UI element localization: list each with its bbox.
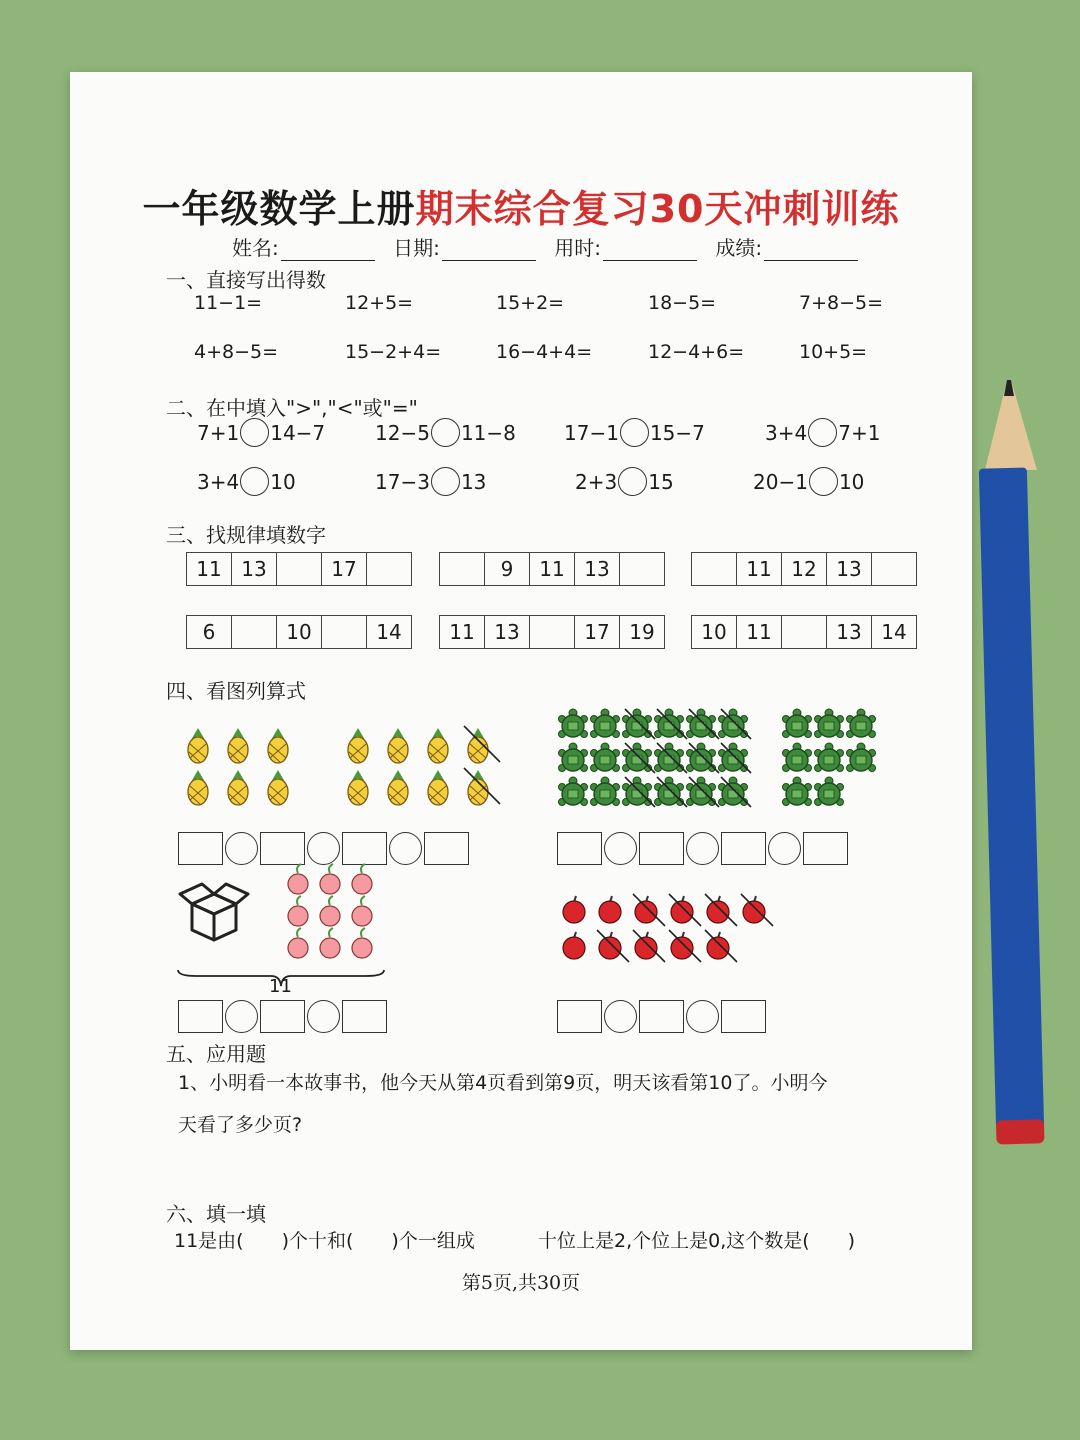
compare-right: 15: [648, 469, 674, 494]
seq-cell[interactable]: [782, 616, 827, 648]
compare-item: [197, 467, 296, 496]
operator-circle[interactable]: [604, 832, 637, 865]
section-4-heading: 四、看图列算式: [166, 679, 306, 703]
apple-icon: [599, 896, 621, 923]
answer-box[interactable]: [342, 832, 387, 865]
arith-question: 15+2=: [496, 292, 565, 314]
student-info-row: [232, 232, 870, 261]
turtle-icon: [591, 743, 620, 772]
answer-box[interactable]: [557, 832, 602, 865]
compare-item: [575, 467, 674, 496]
turtle-icon: [783, 709, 812, 738]
seq-cell[interactable]: 14: [376, 620, 402, 644]
seq-cell[interactable]: [530, 616, 575, 648]
pencil-icon: [985, 380, 1045, 1150]
turtle-icon: [559, 743, 588, 772]
compare-left: 7+1: [197, 420, 240, 445]
answer-box[interactable]: [178, 1000, 223, 1033]
name-blank[interactable]: [281, 244, 375, 261]
compare-circle[interactable]: [240, 467, 269, 496]
arith-question: 11−1=: [194, 292, 263, 314]
compare-circle[interactable]: [431, 467, 460, 496]
apple-picture: [558, 894, 778, 974]
turtle-icon: [559, 777, 588, 806]
answer-box[interactable]: [260, 1000, 305, 1033]
pineapple-icon: [428, 770, 448, 805]
pineapple-icon: [428, 728, 448, 763]
seq-cell[interactable]: 6: [187, 616, 232, 648]
apple-icon: [705, 894, 737, 926]
compare-left: 2+3: [575, 469, 618, 494]
date-label: 日期:: [393, 236, 440, 260]
sequence-strip: [186, 615, 412, 649]
apple-icon: [741, 894, 773, 926]
compare-circle[interactable]: [808, 418, 837, 447]
compare-left: 20−1: [753, 469, 808, 494]
answer-box[interactable]: [342, 1000, 387, 1033]
turtle-icon: [815, 743, 844, 772]
peach-icon: [352, 896, 372, 926]
compare-right: 11−8: [460, 420, 516, 445]
sequence-strip: [691, 615, 917, 649]
answer-row: [178, 832, 471, 865]
arith-question: 12−4+6=: [648, 341, 745, 363]
seq-cell[interactable]: [322, 616, 367, 648]
page-title: [70, 178, 972, 233]
answer-box[interactable]: [721, 1000, 766, 1033]
seq-cell[interactable]: 14: [881, 620, 907, 644]
section-3-heading: 三、找规律填数字: [166, 523, 326, 547]
word-problem-line: 1、小明看一本故事书，他今天从第4页看到第9页，明天该看第10了。小明今: [178, 1072, 828, 1094]
box-icon: [178, 882, 258, 942]
sequence-strip: [439, 552, 665, 586]
turtle-icon: [559, 709, 588, 738]
operator-circle[interactable]: [225, 832, 258, 865]
operator-circle[interactable]: [225, 1000, 258, 1033]
pineapple-icon: [464, 768, 500, 805]
turtle-icon: [687, 743, 720, 773]
seq-cell[interactable]: [620, 553, 664, 585]
sequence-strip: [439, 615, 665, 649]
arith-question: 15−2+4=: [345, 341, 442, 363]
answer-box[interactable]: [803, 832, 848, 865]
compare-item: [375, 467, 486, 496]
peach-icon: [288, 864, 308, 894]
compare-right: 15−7: [649, 420, 705, 445]
compare-right: 10: [270, 469, 296, 494]
time-blank[interactable]: [603, 244, 697, 261]
apple-icon: [563, 896, 585, 923]
operator-circle[interactable]: [307, 1000, 340, 1033]
peach-icon: [288, 928, 308, 958]
answer-box[interactable]: [260, 832, 305, 865]
operator-circle[interactable]: [686, 1000, 719, 1033]
pineapple-icon: [388, 728, 408, 763]
section-1-heading: 一、直接写出得数: [166, 268, 326, 292]
fill-question: 十位上是2,个位上是0,这个数是( ): [538, 1230, 856, 1252]
arith-question: 4+8−5=: [194, 341, 279, 363]
turtle-icon: [783, 743, 812, 772]
operator-circle[interactable]: [604, 1000, 637, 1033]
seq-cell[interactable]: [367, 553, 411, 585]
operator-circle[interactable]: [686, 832, 719, 865]
compare-right: 10: [838, 469, 865, 494]
title-red-part: 期末综合复习30天冲刺训练: [415, 187, 900, 231]
seq-cell[interactable]: [277, 553, 322, 585]
arith-question: 16−4+4=: [496, 341, 593, 363]
answer-row: [557, 1000, 768, 1033]
answer-box[interactable]: [639, 1000, 684, 1033]
turtle-icon: [623, 743, 656, 773]
pineapple-icon: [228, 770, 248, 805]
compare-circle[interactable]: [431, 418, 460, 447]
seq-cell[interactable]: 13: [575, 553, 620, 585]
compare-circle[interactable]: [240, 418, 269, 447]
section-5-heading: 五、应用题: [166, 1042, 266, 1066]
peach-icon: [320, 928, 340, 958]
operator-circle[interactable]: [307, 832, 340, 865]
compare-right: 7+1: [838, 420, 881, 445]
apple-icon: [633, 930, 665, 962]
turtle-icon: [591, 777, 620, 806]
turtle-icon: [719, 709, 752, 739]
turtle-icon: [623, 709, 656, 739]
arith-question: 10+5=: [799, 341, 868, 363]
answer-box[interactable]: [424, 832, 469, 865]
turtle-icon: [687, 777, 720, 807]
compare-item: [197, 418, 325, 447]
seq-cell[interactable]: 11: [737, 616, 782, 648]
brace-label: 11: [269, 976, 292, 997]
compare-circle[interactable]: [618, 467, 647, 496]
turtle-icon: [655, 743, 688, 773]
turtle-icon: [815, 777, 844, 806]
operator-circle[interactable]: [768, 832, 801, 865]
seq-cell[interactable]: 10: [277, 616, 322, 648]
sequence-strip: [186, 552, 412, 586]
peach-icon: [352, 864, 372, 894]
compare-item: [564, 418, 705, 447]
seq-cell[interactable]: 11: [187, 553, 232, 585]
seq-cell[interactable]: 12: [782, 553, 827, 585]
page-number: 第5页,共30页: [461, 1272, 581, 1294]
turtle-icon: [591, 709, 620, 738]
score-label: 成绩:: [715, 236, 763, 260]
pineapple-icon: [464, 726, 500, 763]
word-problem-line: 天看了多少页?: [178, 1114, 303, 1136]
seq-cell[interactable]: 13: [232, 553, 277, 585]
answer-box[interactable]: [557, 1000, 602, 1033]
apple-icon: [563, 932, 585, 959]
turtle-icon: [847, 709, 876, 738]
date-blank[interactable]: [442, 244, 536, 261]
turtle-icon: [847, 743, 876, 772]
turtle-picture: [555, 702, 895, 812]
compare-left: 3+4: [765, 420, 808, 445]
seq-cell[interactable]: [692, 553, 737, 585]
seq-cell[interactable]: 10: [692, 616, 737, 648]
seq-cell[interactable]: 13: [827, 553, 872, 585]
turtle-icon: [687, 709, 720, 739]
section-2-heading: 二、在中填入">","<"或"=": [166, 396, 418, 420]
operator-circle[interactable]: [389, 832, 422, 865]
turtle-icon: [719, 777, 752, 807]
seq-cell[interactable]: [232, 616, 277, 648]
pineapple-icon: [188, 770, 208, 805]
compare-item: [765, 418, 880, 447]
arith-question: 18−5=: [648, 292, 717, 314]
answer-box[interactable]: [639, 832, 684, 865]
seq-cell[interactable]: 9: [485, 553, 530, 585]
arith-question: 12+5=: [345, 292, 414, 314]
turtle-icon: [655, 709, 688, 739]
answer-box[interactable]: [178, 832, 223, 865]
seq-cell[interactable]: 13: [827, 616, 872, 648]
turtle-icon: [783, 777, 812, 806]
seq-cell[interactable]: [872, 553, 916, 585]
section-6-heading: 六、填一填: [166, 1202, 266, 1226]
compare-left: 3+4: [197, 469, 240, 494]
pineapple-icon: [188, 728, 208, 763]
seq-cell[interactable]: 17: [322, 553, 367, 585]
compare-left: 17−3: [375, 469, 430, 494]
compare-item: [753, 467, 864, 496]
answer-box[interactable]: [721, 832, 766, 865]
turtle-icon: [655, 777, 688, 807]
peach-icon: [288, 896, 308, 926]
apple-icon: [705, 930, 737, 962]
answer-row: [178, 1000, 389, 1033]
sequence-strip: [691, 552, 917, 586]
compare-circle[interactable]: [809, 467, 838, 496]
seq-cell[interactable]: 11: [737, 553, 782, 585]
apple-icon: [633, 894, 665, 926]
pineapple-icon: [228, 728, 248, 763]
compare-circle[interactable]: [620, 418, 649, 447]
compare-left: 17−1: [564, 420, 619, 445]
apple-icon: [669, 894, 701, 926]
seq-cell[interactable]: 17: [575, 616, 620, 648]
score-blank[interactable]: [764, 244, 858, 261]
apple-icon: [597, 930, 629, 962]
turtle-icon: [719, 743, 752, 773]
compare-right: 13: [460, 469, 487, 494]
answer-row: [557, 832, 850, 865]
pineapple-icon: [268, 770, 288, 805]
seq-cell[interactable]: 13: [485, 616, 530, 648]
time-label: 用时:: [554, 236, 601, 260]
seq-cell[interactable]: [440, 553, 485, 585]
compare-left: 12−5: [375, 420, 430, 445]
title-black-part: 一年级数学上册: [142, 187, 416, 231]
peach-icon: [352, 928, 372, 958]
seq-cell[interactable]: 19: [629, 620, 655, 644]
seq-cell[interactable]: 11: [440, 616, 485, 648]
peach-icon: [320, 896, 340, 926]
name-label: 姓名:: [232, 236, 279, 260]
peach-icon: [320, 864, 340, 894]
seq-cell[interactable]: 11: [530, 553, 575, 585]
peach-picture: [284, 870, 384, 970]
turtle-icon: [623, 777, 656, 807]
turtle-icon: [815, 709, 844, 738]
pineapple-icon: [348, 728, 368, 763]
fill-question: 11是由( )个十和( )个一组成: [174, 1230, 475, 1252]
pineapple-picture: [180, 722, 510, 812]
pineapple-icon: [388, 770, 408, 805]
compare-right: 14−7: [270, 420, 326, 445]
arith-question: 7+8−5=: [799, 292, 884, 314]
worksheet-paper: [70, 72, 972, 1350]
pineapple-icon: [268, 728, 288, 763]
compare-item: [375, 418, 516, 447]
pineapple-icon: [348, 770, 368, 805]
apple-icon: [669, 930, 701, 962]
